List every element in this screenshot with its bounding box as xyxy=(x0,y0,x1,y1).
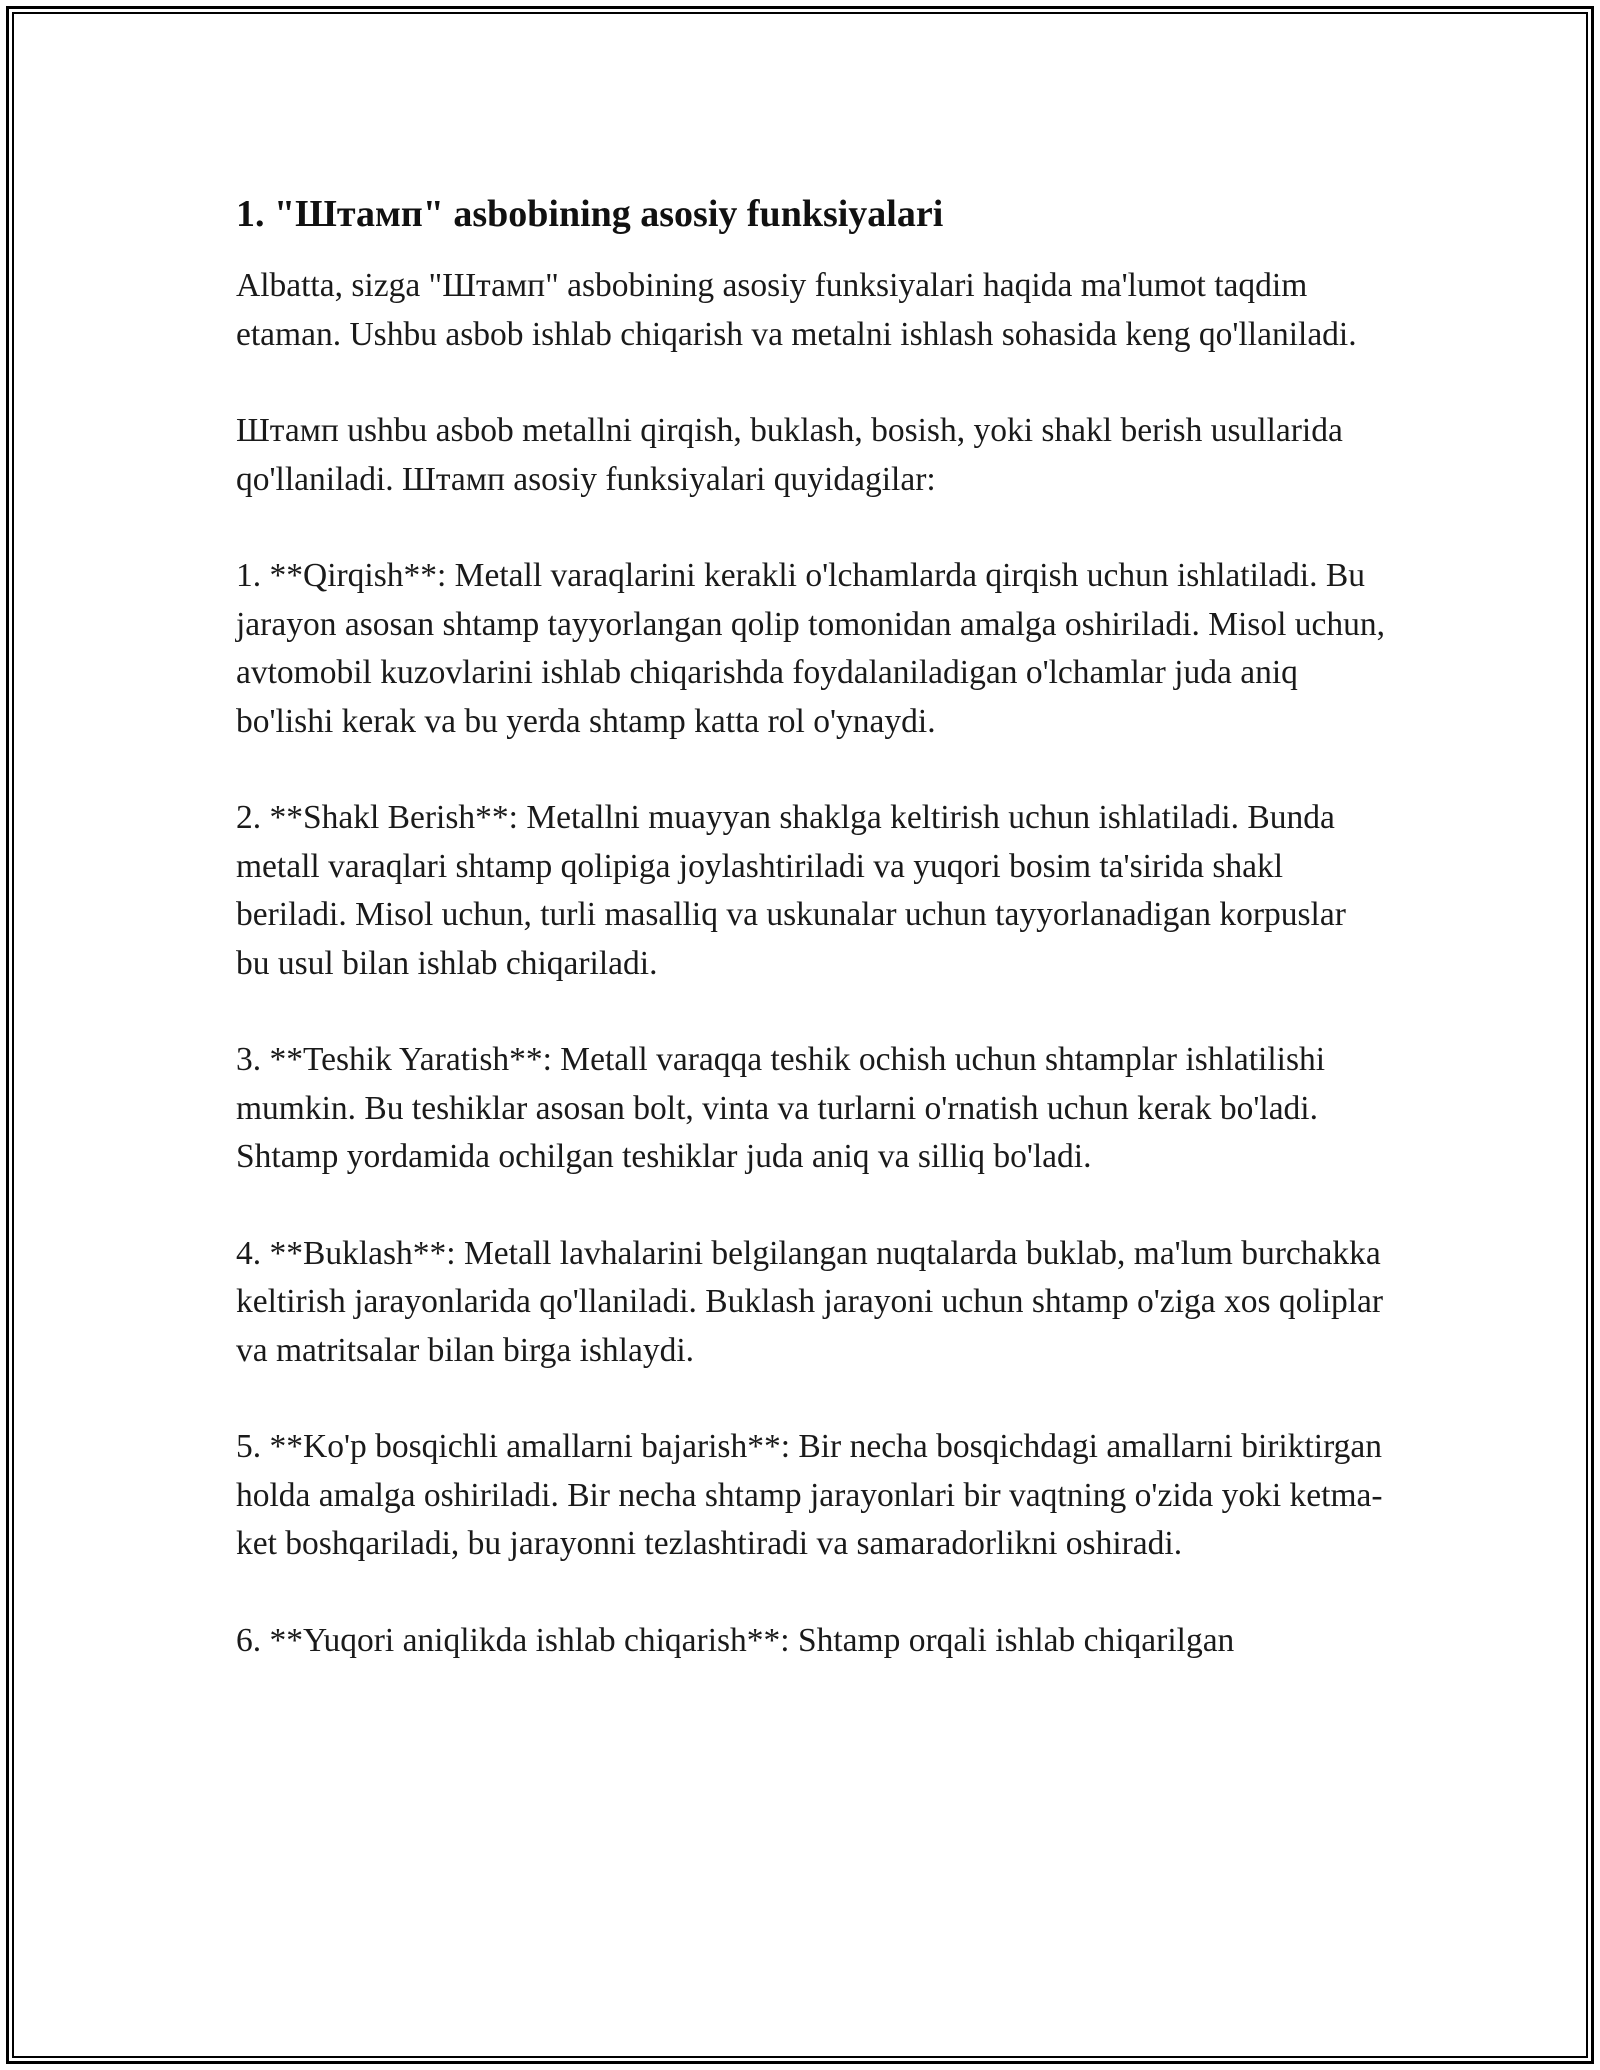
paragraph-item-1: 1. **Qirqish**: Metall varaqlarini kerakli o'lchamlarda qirqish uchun ishlatiladi. Bu jarayon asosan shtamp tayyorlangan qolip tomonidan amalga oshiriladi. Misol uchun, avtomobil kuzovlarini ishlab chiqarishda foydalaniladigan o'lchamlar juda aniq bo'lishi kerak va bu yerda shtamp katta rol o'ynaydi. xyxy=(236,557,1386,740)
paragraph-item-2: 2. **Shakl Berish**: Metallni muayyan shaklga keltirish uchun ishlatiladi. Bunda metall varaqlari shtamp qolipiga joylashtiriladi va yuqori bosim ta'sirida shakl beriladi. Misol uchun, turli masalliq va uskunalar uchun tayyorlanadigan korpuslar bu usul bilan ishlab chiqariladi. xyxy=(236,799,1346,982)
document-title: 1. "Штамп" asbobining asosiy funksiyalari xyxy=(236,193,944,235)
paragraph-overview: Штамп ushbu asbob metallni qirqish, buklash, bosish, yoki shakl berish usullarida qo'llaniladi. Штамп asosiy funksiyalari quyidagilar: xyxy=(236,412,1343,498)
document-body xyxy=(236,188,1386,1713)
paragraph-item-4: 4. **Buklash**: Metall lavhalarini belgilangan nuqtalarda buklab, ma'lum burchakka keltirish jarayonlarida qo'llaniladi. Buklash jarayoni uchun shtamp o'ziga xos qoliplar va matritsalar bilan birga ishlaydi. xyxy=(236,1234,1384,1369)
paragraph-item-3: 3. **Teshik Yaratish**: Metall varaqqa teshik ochish uchun shtamplar ishlatilishi mumkin. Bu teshiklar asosan bolt, vinta va turlarni o'rnatish uchun kerak bo'ladi. Shtamp yordamida ochilgan teshiklar juda aniq va silliq bo'ladi. xyxy=(236,1041,1326,1175)
paragraph-item-5: 5. **Ko'p bosqichli amallarni bajarish**: Bir necha bosqichdagi amallarni biriktirgan holda amalga oshiriladi. Bir necha shtamp jarayonlari bir vaqtning o'zida yoki ketma-ket boshqariladi, bu jarayonni tezlashtiradi va samaradorlikni oshiradi. xyxy=(236,1428,1383,1562)
paragraph-intro: Albatta, sizga "Штамп" asbobining asosiy funksiyalari haqida ma'lumot taqdim etaman. Ushbu asbob ishlab chiqarish va metalni ishlash sohasida keng qo'llaniladi. xyxy=(236,267,1357,353)
paragraph-item-6: 6. **Yuqori aniqlikda ishlab chiqarish**: Shtamp orqali ishlab chiqarilgan xyxy=(236,1621,1235,1659)
